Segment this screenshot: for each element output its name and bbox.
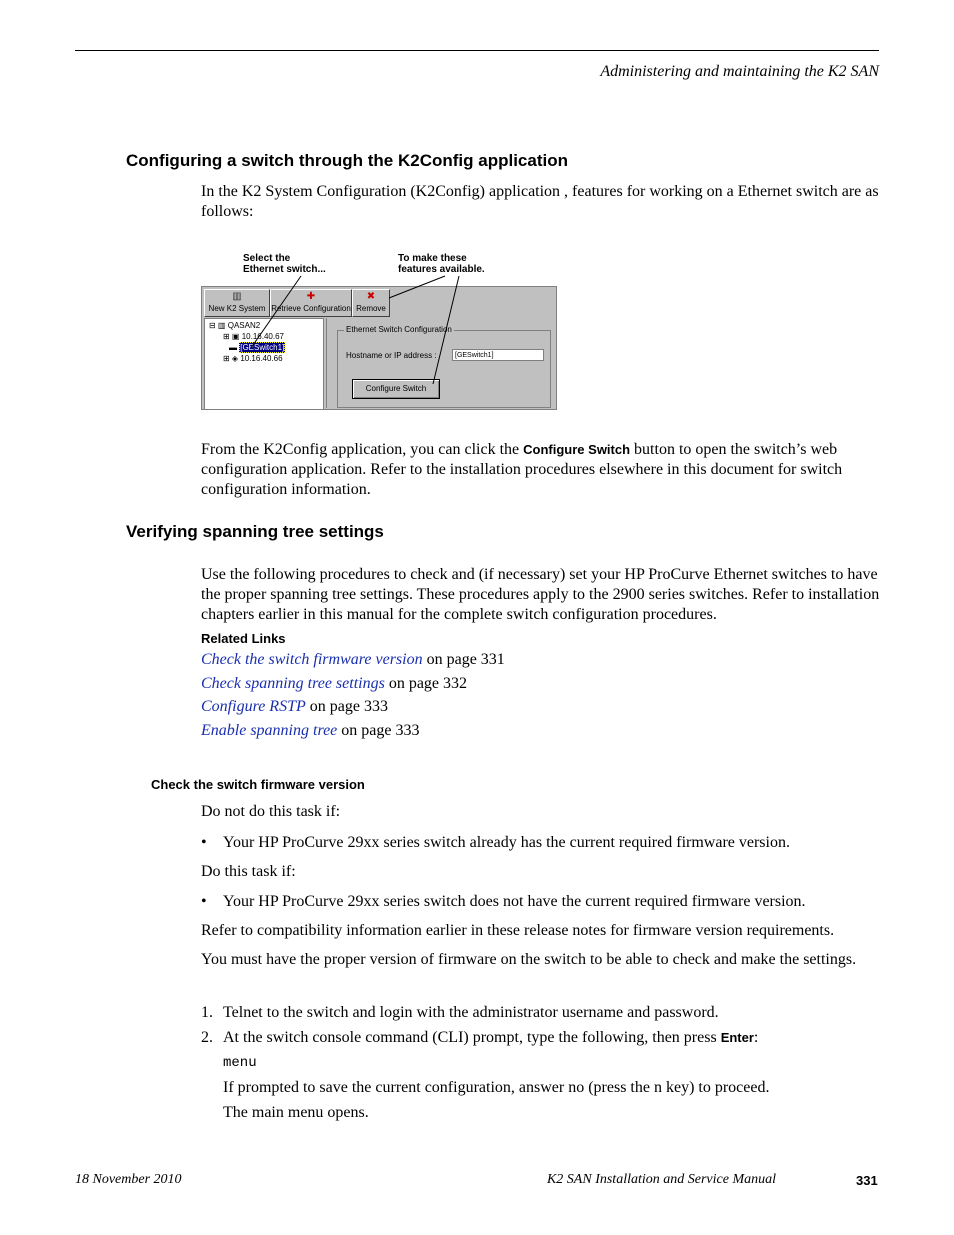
tree-root[interactable]: ⊟ ▥ QASAN2 [209, 321, 261, 330]
running-head: Administering and maintaining the K2 SAN [600, 63, 879, 80]
configure-switch-ref: Configure Switch [523, 442, 631, 457]
retrieve-configuration-button[interactable]: ✚ Retrieve Configuration [270, 289, 352, 317]
section-title-configuring-switch: Configuring a switch through the K2Config application [126, 151, 568, 170]
menu-command: menu [223, 1055, 257, 1071]
main-menu-opens: The main menu opens. [223, 1104, 369, 1121]
related-link-row: Check the switch firmware version on page 331 [201, 651, 505, 668]
page-number: 331 [856, 1173, 878, 1188]
link-check-spanning-tree[interactable]: Check spanning tree settings [201, 675, 385, 692]
dont-label: Do not do this task if: [201, 803, 341, 820]
enter-key: Enter [720, 1030, 754, 1045]
callout-select-switch: Select the Ethernet switch... [243, 253, 326, 275]
refer-text: Refer to compatibility information earlier in these release notes for firmware version requirements. [201, 922, 835, 939]
link-check-firmware[interactable]: Check the switch firmware version [201, 651, 423, 668]
section1-intro: In the K2 System Configuration (K2Config) application , features for working on a Ethernet switch are as follows: [201, 183, 879, 220]
callout-features: To make these features available. [398, 253, 485, 275]
section-title-spanning-tree: Verifying spanning tree settings [126, 522, 384, 541]
hostname-input[interactable]: [GESwitch1] [452, 349, 544, 361]
related-link-row: Enable spanning tree on page 333 [201, 722, 420, 739]
hostname-label: Hostname or IP address : [346, 351, 437, 360]
footer-manual-title: K2 SAN Installation and Service Manual [546, 1172, 776, 1187]
section2-intro: Use the following procedures to check and (if necessary) set your HP ProCurve Ethernet switches to have the proper spanning tree settings. These procedures apply to the 2900 series switches. Refer to installation chapters earlier in this manual for the complete switch configuration procedures. [201, 566, 880, 623]
k2config-screenshot [201, 250, 556, 410]
section1-after: From the K2Config application, you can click the Configure Switch button to open the switch’s web configuration application. Refer to the installation procedures elsewhere in this document for switch configuration information. [201, 441, 843, 498]
header-rule [75, 50, 879, 51]
must-text: You must have the proper version of firmware on the switch to be able to check and make the settings. [201, 951, 857, 968]
prompt-note: If prompted to save the current configuration, answer no (press the n key) to proceed. [223, 1079, 770, 1096]
group-title: Ethernet Switch Configuration [346, 325, 452, 334]
tree-node-1[interactable]: ⊞ ▣ 10.16.40.67 [223, 332, 284, 341]
related-link-row: Configure RSTP on page 333 [201, 698, 388, 715]
new-system-icon: ▥ [232, 291, 242, 302]
remove-icon: ✖ [366, 291, 376, 302]
tree-node-switch[interactable]: ▬ [GESwitch1] [229, 343, 285, 352]
do-label: Do this task if: [201, 863, 296, 880]
remove-button[interactable]: ✖ Remove [352, 289, 390, 317]
retrieve-icon: ✚ [306, 291, 316, 302]
link-enable-spanning-tree[interactable]: Enable spanning tree [201, 722, 338, 739]
new-k2-system-button[interactable]: ▥ New K2 System [204, 289, 270, 317]
related-links-heading: Related Links [201, 631, 286, 646]
section-title-check-firmware: Check the switch firmware version [151, 777, 365, 792]
configure-switch-button[interactable]: Configure Switch [352, 379, 440, 399]
tree-node-3[interactable]: ⊞ ◈ 10.16.40.66 [223, 354, 283, 363]
related-link-row: Check spanning tree settings on page 332 [201, 675, 468, 692]
footer-date: 18 November 2010 [75, 1172, 182, 1187]
link-configure-rstp[interactable]: Configure RSTP [201, 698, 306, 715]
callout-leader-lines [201, 250, 556, 410]
